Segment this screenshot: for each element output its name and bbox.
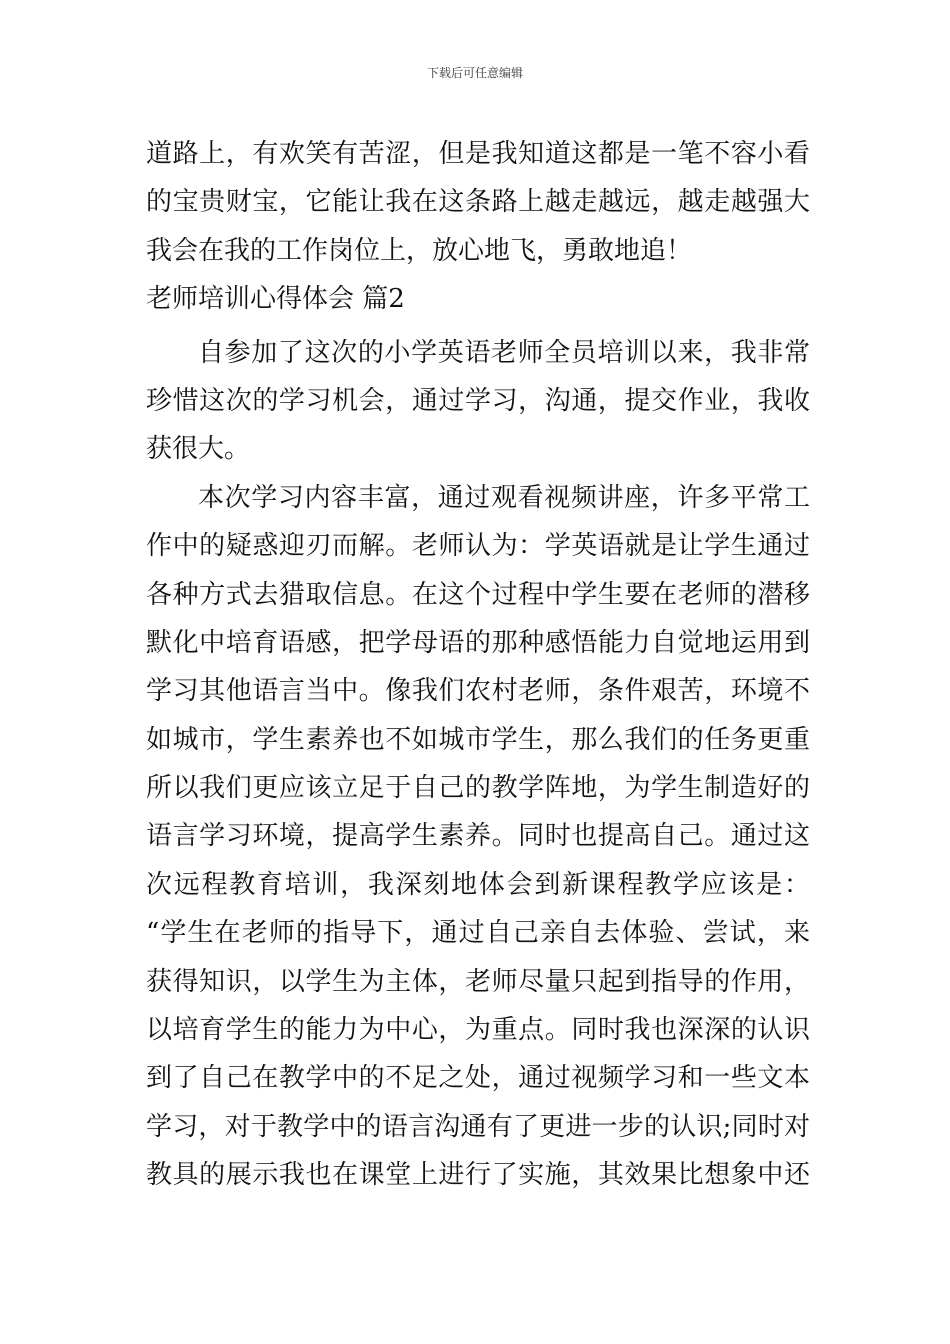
text-line: 道路上，有欢笑有苦涩，但是我知道这都是一笔不容小看 (146, 139, 810, 169)
text-line: 所以我们更应该立足于自己的教学阵地，为学生制造好的 (146, 773, 810, 804)
text-line: 学习，对于教学中的语言沟通有了更进一步的认识;同时对 (146, 1111, 810, 1142)
text-line: 到了自己在教学中的不足之处，通过视频学习和一些文本 (146, 1063, 810, 1094)
text-line: 教具的展示我也在课堂上进行了实施，其效果比想象中还 (146, 1160, 810, 1191)
text-line: 的宝贵财宝，它能让我在这条路上越走越远，越走越强大 (146, 187, 810, 218)
text-line: 获得知识，以学生为主体，老师尽量只起到指导的作用， (146, 966, 810, 997)
body-text (146, 130, 810, 1200)
text-line: 自参加了这次的小学英语老师全员培训以来，我非常 (198, 337, 810, 368)
text-line: 次远程教育培训，我深刻地体会到新课程教学应该是： (146, 869, 810, 900)
text-line: 我会在我的工作岗位上，放心地飞，勇敢地追！ (146, 235, 693, 266)
header-note: 下载后可任意编辑 (426, 66, 523, 80)
text-line: 默化中培育语感，把学母语的那种感悟能力自觉地运用到 (146, 627, 810, 658)
text-line: 如城市，学生素养也不如城市学生，那么我们的任务更重 (146, 724, 810, 755)
text-line: 作中的疑惑迎刃而解。老师认为：学英语就是让学生通过 (146, 531, 810, 562)
text-line: 获很大。 (146, 434, 251, 465)
text-line: 珍惜这次的学习机会，通过学习，沟通，提交作业，我收 (146, 385, 810, 416)
text-line: 各种方式去猎取信息。在这个过程中学生要在老师的潜移 (146, 579, 810, 610)
text-line: 语言学习环境，提高学生素养。同时也提高自己。通过这 (146, 821, 810, 852)
text-line: 本次学习内容丰富，通过观看视频讲座，许多平常工 (198, 482, 810, 513)
section-heading: 老师培训心得体会 篇2 (146, 284, 405, 315)
text-line: “学生在老师的指导下，通过自己亲自去体验、尝试，来 (146, 918, 810, 949)
text-line: 学习其他语言当中。像我们农村老师，条件艰苦，环境不 (146, 676, 810, 707)
text-line: 以培育学生的能力为中心，为重点。同时我也深深的认识 (146, 1015, 810, 1046)
